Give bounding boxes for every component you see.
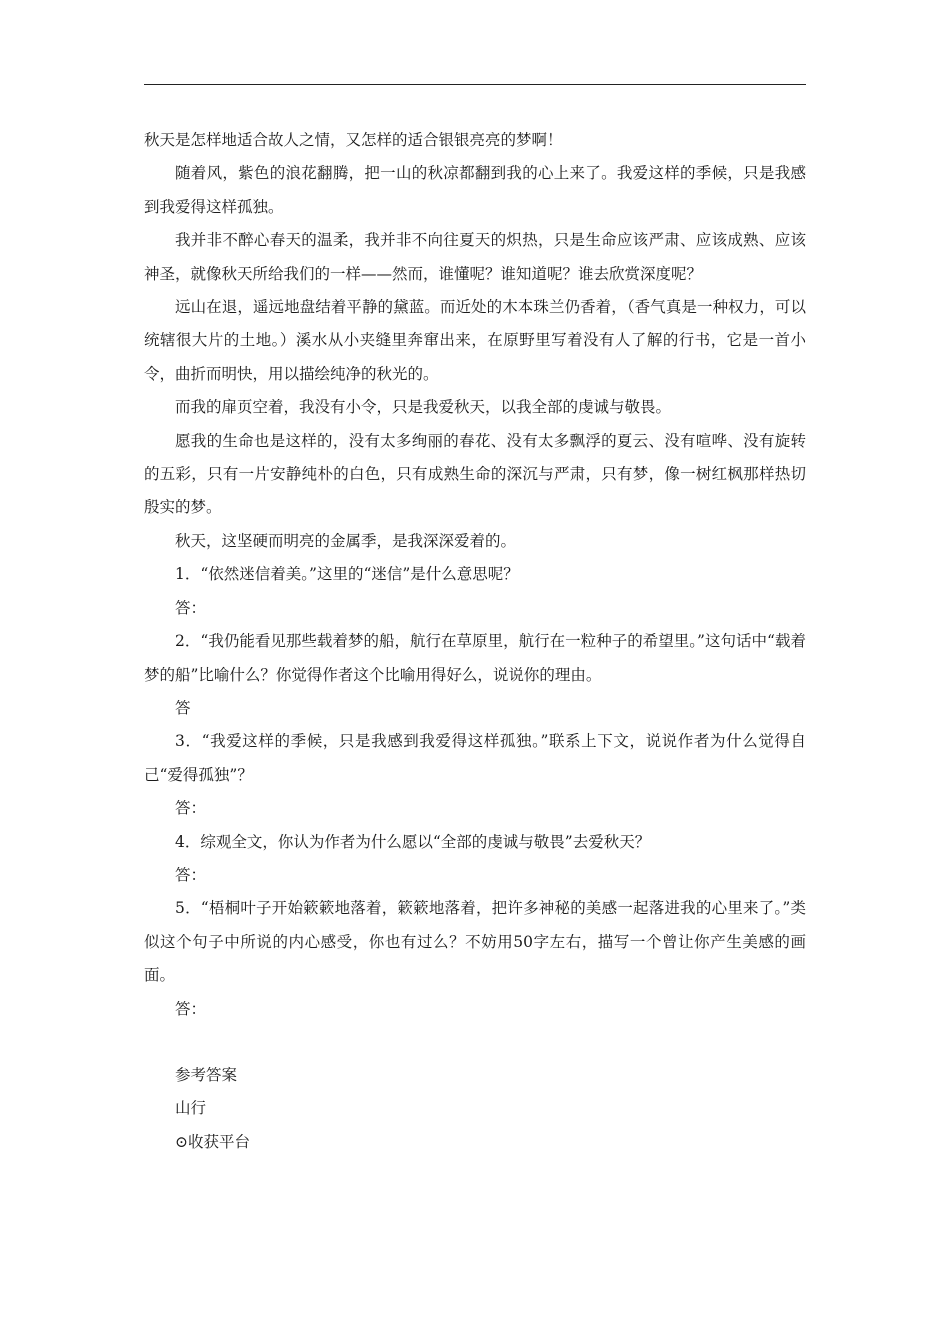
answers-section: ⊙收获平台: [175, 1132, 250, 1151]
paragraph: 愿我的生命也是这样的，没有太多绚丽的春花、没有太多飘浮的夏云、没有喧哗、没有旋转的五彩，只有一片安静纯朴的白色，只有成熟生命的深沉与严肃，只有梦，像一树红枫那样热切殷实的梦。: [144, 431, 806, 517]
answer-label: 答：: [175, 799, 207, 818]
answers-heading: 参考答案: [175, 1065, 238, 1084]
answer-label: 答: [175, 698, 191, 717]
answer-label: 答：: [175, 999, 207, 1018]
paragraph: 秋天，这坚硬而明亮的金属季，是我深深爱着的。: [175, 531, 517, 550]
paragraph: 秋天是怎样地适合故人之情，又怎样的适合银银亮亮的梦啊！: [144, 131, 563, 149]
answer-label: 答：: [175, 598, 207, 617]
header-rule: [144, 84, 806, 85]
document-body: [144, 124, 806, 1159]
paragraph: 远山在退，遥远地盘结着平静的黛蓝。而近处的木本珠兰仍香着，（香气真是一种权力，可以统辖很大片的土地。）溪水从小夹缝里奔窜出来，在原野里写着没有人了解的行书，它是一首小令，曲折而明快，用以描绘纯净的秋光的。: [144, 298, 806, 383]
answer-label: 答：: [175, 865, 207, 884]
question-2: 2．“我仍能看见那些载着梦的船，航行在草原里，航行在一粒种子的希望里。”这句话中“载着梦的船”比喻什么？你觉得作者这个比喻用得好么，说说你的理由。: [144, 632, 806, 684]
paragraph: 随着风，紫色的浪花翻腾，把一山的秋凉都翻到我的心上来了。我爱这样的季候，只是我感到我爱得这样孤独。: [144, 164, 806, 216]
question-5: 5．“梧桐叶子开始簌簌地落着，簌簌地落着，把许多神秘的美感一起落进我的心里来了。”类似这个句子中所说的内心感受，你也有过么？不妨用50字左右，描写一个曾让你产生美感的画面。: [144, 899, 806, 985]
paragraph: 而我的扉页空着，我没有小令，只是我爱秋天，以我全部的虔诚与敬畏。: [175, 398, 672, 417]
answers-title: 山行: [175, 1099, 207, 1118]
spacer: [144, 1026, 806, 1059]
question-3: 3．“我爱这样的季候，只是我感到我爱得这样孤独。”联系上下文，说说作者为什么觉得自己“爱得孤独”？: [144, 732, 806, 784]
question-1: 1．“依然迷信着美。”这里的“迷信”是什么意思呢？: [175, 565, 519, 584]
question-4: 4．综观全文，你认为作者为什么愿以“全部的虔诚与敬畏”去爱秋天？: [175, 832, 651, 851]
paragraph: 我并非不醉心春天的温柔，我并非不向往夏天的炽热，只是生命应该严肃、应该成熟、应该神圣，就像秋天所给我们的一样——然而，谁懂呢？谁知道呢？谁去欣赏深度呢？: [144, 231, 806, 283]
